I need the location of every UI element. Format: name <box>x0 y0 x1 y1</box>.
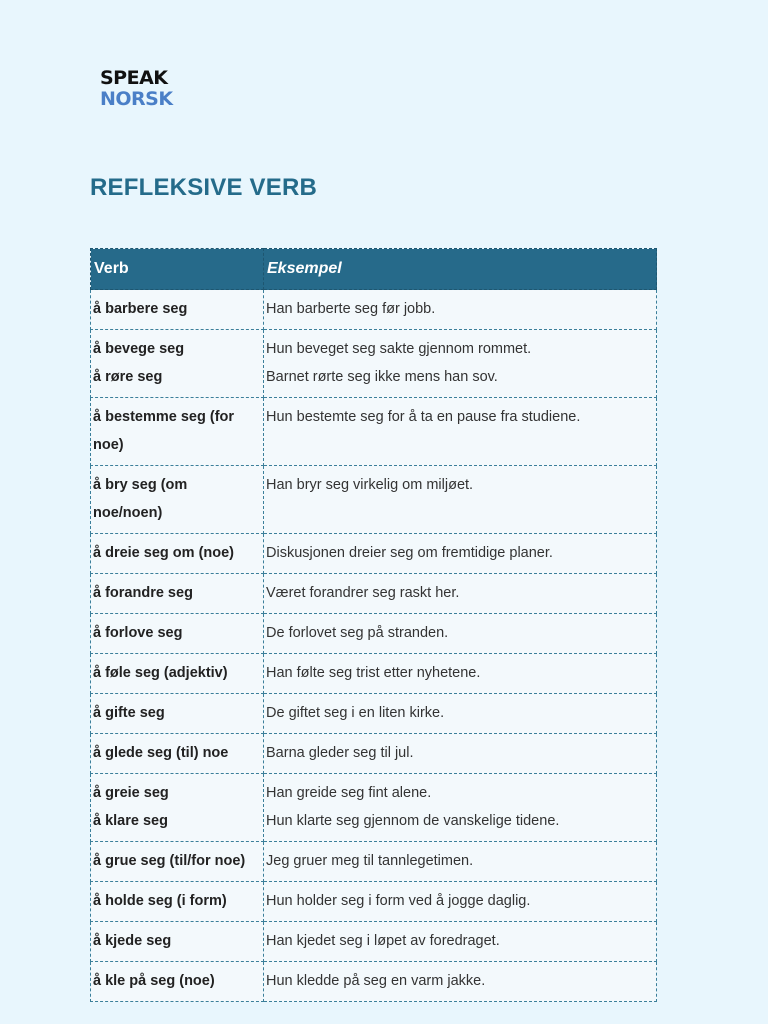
table-header <box>91 249 657 290</box>
table-row <box>91 330 657 398</box>
example-cell <box>264 774 657 842</box>
verb-text: å gifte seg <box>93 705 165 721</box>
example-text: Barnet rørte seg ikke mens han sov. <box>266 369 498 385</box>
table-row <box>91 962 657 1002</box>
example-text: Hun holder seg i form ved å jogge daglig. <box>266 893 531 909</box>
example-cell <box>264 466 657 534</box>
table-row <box>91 398 657 466</box>
example-text: Været forandrer seg raskt her. <box>266 585 460 601</box>
example-cell <box>264 922 657 962</box>
table-row <box>91 734 657 774</box>
example-cell <box>264 534 657 574</box>
verb-text: å kjede seg <box>93 933 172 949</box>
verb-text: å bestemme seg (for noe) <box>93 409 235 453</box>
example-text: Hun kledde på seg en varm jakke. <box>266 973 486 989</box>
table-row <box>91 694 657 734</box>
example-text: Han bryr seg virkelig om miljøet. <box>266 477 474 493</box>
table-row <box>91 654 657 694</box>
table-row <box>91 774 657 842</box>
example-cell <box>264 842 657 882</box>
example-cell <box>264 330 657 398</box>
verb-text: å grue seg (til/for noe) <box>93 853 246 869</box>
verb-cell <box>91 398 264 466</box>
verb-text: å bry seg (om noe/noen) <box>93 477 188 521</box>
example-cell <box>264 290 657 330</box>
table-row <box>91 466 657 534</box>
verb-text: å forlove seg <box>93 625 183 641</box>
example-text: Hun klarte seg gjennom de vanskelige tidene. <box>266 813 560 829</box>
example-cell <box>264 574 657 614</box>
table-row <box>91 290 657 330</box>
verb-text: å røre seg <box>93 369 163 385</box>
example-cell <box>264 962 657 1002</box>
verb-cell <box>91 882 264 922</box>
example-text: Han følte seg trist etter nyhetene. <box>266 665 481 681</box>
logo-line-speak: SPEAK <box>100 67 168 89</box>
example-cell <box>264 654 657 694</box>
verb-cell <box>91 654 264 694</box>
example-cell <box>264 882 657 922</box>
table-row <box>91 922 657 962</box>
logo-line-norsk: NORSK <box>100 88 173 110</box>
example-cell <box>264 614 657 654</box>
column-header-example: Eksempel <box>264 249 657 290</box>
example-cell <box>264 734 657 774</box>
example-cell <box>264 694 657 734</box>
verb-text: å kle på seg (noe) <box>93 973 215 989</box>
example-text: Barna gleder seg til jul. <box>266 745 414 761</box>
table-row <box>91 614 657 654</box>
example-text: Diskusjonen dreier seg om fremtidige planer. <box>266 545 553 561</box>
verb-cell <box>91 922 264 962</box>
example-text: Hun beveget seg sakte gjennom rommet. <box>266 341 532 357</box>
example-text: Jeg gruer meg til tannlegetimen. <box>266 853 474 869</box>
example-text: Han kjedet seg i løpet av foredraget. <box>266 933 500 949</box>
verb-cell <box>91 534 264 574</box>
page-title: REFLEKSIVE VERB <box>90 174 318 201</box>
verb-text: å bevege seg <box>93 341 185 357</box>
table-row <box>91 842 657 882</box>
verb-cell <box>91 466 264 534</box>
header-row <box>91 249 657 290</box>
example-text: De forlovet seg på stranden. <box>266 625 449 641</box>
example-text: De giftet seg i en liten kirke. <box>266 705 445 721</box>
verb-text: å glede seg (til) noe <box>93 745 229 761</box>
example-cell <box>264 398 657 466</box>
verb-cell <box>91 842 264 882</box>
table-row <box>91 882 657 922</box>
verb-text: å føle seg (adjektiv) <box>93 665 228 681</box>
verb-cell <box>91 962 264 1002</box>
verb-cell <box>91 290 264 330</box>
speak-norsk-logo <box>100 68 173 110</box>
verb-cell <box>91 734 264 774</box>
verb-text: å klare seg <box>93 813 168 829</box>
verb-text: å forandre seg <box>93 585 193 601</box>
example-text: Han greide seg fint alene. <box>266 785 432 801</box>
verb-text: å greie seg <box>93 785 169 801</box>
table-body <box>91 290 657 1002</box>
table-row <box>91 534 657 574</box>
example-text: Hun bestemte seg for å ta en pause fra studiene. <box>266 409 581 425</box>
verb-text: å dreie seg om (noe) <box>93 545 235 561</box>
example-text: Han barberte seg før jobb. <box>266 301 436 317</box>
verb-cell <box>91 614 264 654</box>
verb-cell <box>91 574 264 614</box>
table-row <box>91 574 657 614</box>
verb-cell <box>91 330 264 398</box>
verb-cell <box>91 694 264 734</box>
verb-cell <box>91 774 264 842</box>
verb-text: å holde seg (i form) <box>93 893 227 909</box>
column-header-verb: Verb <box>91 249 264 290</box>
verb-table <box>90 248 657 1002</box>
verb-text: å barbere seg <box>93 301 188 317</box>
